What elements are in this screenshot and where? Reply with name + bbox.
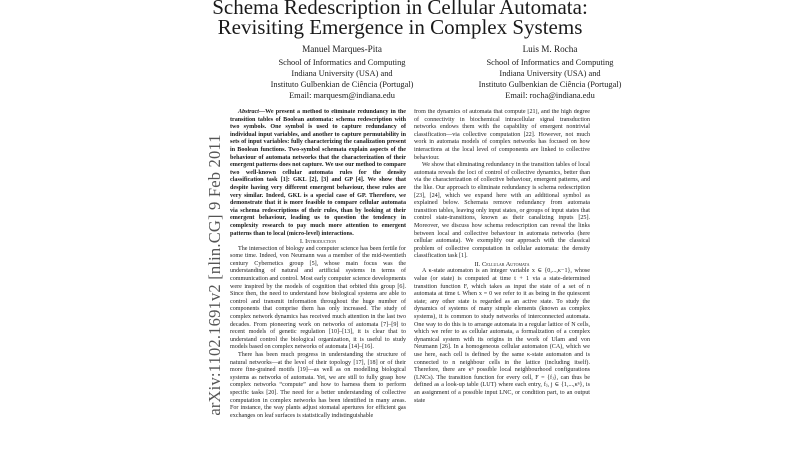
body-paragraph: The intersection of biology and computer science has been fertile for some time. Indeed, von Neumann was a member of the mid-twentieth century Cybernetics group [5], whose main focus was the understanding of natural and artificial systems in terms of communication and control. Most early computer science developments were inspired by the models of cognition that orbited this group [6]. Since then, the need to understand how biological systems are able to control and transmit information throughout the huge number of components that comprise them has only increased. The study of complex network dynamics has received much attention in the last two decades. From pioneering work on networks of automata [7]–[9] to recent models of genetic regulation [10]–[13], it is clear that to understand control the biological organization, it is useful to study models based on complex networks of automata [14]–[16]. <box>230 245 406 351</box>
arxiv-sidebar <box>200 105 230 445</box>
body-paragraph: We show that eliminating redundancy in the transition tables of local automata reveals the loci of control of collective dynamics, better than via the characterization of collective behaviour, emergent patterns, and the like. Our approach to eliminate redundancy is schema redescription [23], [24], which we expand here with an additional symbol as explained below. Schemata remove redundancy from automata transition tables, leaving only input states, or groups of input states that control state-transitions, known as their canalizing inputs [25]. Moreover, we discuss how schema redescription can reveal the links between local and collective behaviour in automata networks (here cellular automata). We exemplify our approach with the classical problem of collective computation in cellular automata: the density classification task [1]. <box>414 162 590 260</box>
author-affiliation-line: School of Informatics and Computing <box>486 58 614 67</box>
paper-title-line-1: Schema Redescription in Cellular Automata: <box>212 0 588 19</box>
body-paragraph: There has been much progress in understanding the structure of natural networks—at the level of their topology [17], [18] or of their more fine-grained motifs [19]—as well as on modelling biological systems as networks of automata. Yet, we are still to fully grasp how complex networks “compute” and how to harness them to perform specific tasks [20]. The need for a better understanding of collective computation in complex networks has been identified in many areas. For instance, the way plants adjust stomatal apertures for efficient gas exchanges on leaf surfaces is statistically indistinguishable <box>230 352 406 419</box>
author-email: Email: rocha@indiana.edu <box>505 91 595 100</box>
abstract-label: Abstract <box>238 109 259 115</box>
author-affiliation-line: Instituto Gulbenkian de Ciência (Portugal) <box>478 80 622 89</box>
abstract-text: —We present a method to eliminate redundancy in the transition tables of Boolean automata: schema redescription with two symbols. One symbol is used to capture redundancy of individual input variables, and another to capture permutability in sets of input variables: fully characterizing the canalization present in Boolean functions. Two-symbol schemata explain aspects of the behaviour of automata networks that the characterization of their emergent patterns does not capture. We use our method to compare two well-known cellular automata rules for the density classification task [1]: GKL [2], [3] and GP [4]. We show that despite having very different emergent behaviour, these rules are very similar. Indeed, GKL is a special case of GP. Therefore, we demonstrate that it is more feasible to compare cellular automata via schema redescriptions of their rules, than by looking at their emergent behaviour, leading us to question the tendency in complexity research to pay much more attention to emergent patterns than to local (micro-level) interactions. <box>230 109 406 237</box>
author-name: Manuel Marques-Pita <box>302 44 382 54</box>
paper-title-line-2: Revisiting Emergence in Complex Systems <box>217 15 583 39</box>
author-email: Email: marquesm@indiana.edu <box>289 91 395 100</box>
arxiv-identifier: arXiv:1102.1691v2 [nlin.CG] 9 Feb 2011 <box>205 134 224 416</box>
left-column <box>230 109 406 450</box>
author-affiliation-line: Instituto Gulbenkian de Ciência (Portugal) <box>270 80 414 89</box>
author-affiliation-line: Indiana University (USA) and <box>499 69 601 78</box>
right-column <box>414 109 590 450</box>
body-paragraph: A κ-state automaton is an integer variable x ∈ {0,...,κ−1}, whose value (or state) is computed at time t + 1 via a state-determined transition function F, which takes as input the state of a set of n automata at time t. When x = 0 we refer to it as being in the quiescent state; any other state is regarded as an active state. To study the dynamics of systems of many simple elements (known as complex systems), it is common to study networks of interconnected automata. One way to do this is to arrange automata in a regular lattice of N cells, which we refer to as cellular automata, a formalization of a complex dynamical system with its origins in the work of Ulam and von Neumann [26]. In a homogeneous cellular automaton (CA), which we use here, each cell is defined by the same κ-state automaton and is connected to n neighbour cells in the lattice (including itself). Therefore, there are κⁿ possible local neighbourhood configurations (LNCs). The transition function for every cell, F = {fⱼ}, can thus be defined as a look-up table (LUT) where each entry, fⱼ, j ∈ {1,...,κⁿ}, is an assignment of a possible input LNC, or condition part, to an output state <box>414 268 590 404</box>
section-heading-introduction: I. Introduction <box>299 238 337 246</box>
abstract-paragraph <box>230 109 406 238</box>
author-affiliation-line: School of Informatics and Computing <box>278 58 406 67</box>
author-affiliation-line: Indiana University (USA) and <box>291 69 393 78</box>
section-heading-cellular-automata: II. Cellular Automata <box>474 260 530 268</box>
author-block-2 <box>400 44 700 101</box>
body-paragraph: from the dynamics of automata that compute [21], and the high degree of connectivity in biochemical intracellular signal transduction networks endows them with the capability of emergent nontrivial classification—via collective computation [22]. However, not much work in automata models of complex networks has focused on how interactions at the local level of components are linked to collective behaviour. <box>414 109 590 161</box>
author-name: Luis M. Rocha <box>522 44 578 54</box>
